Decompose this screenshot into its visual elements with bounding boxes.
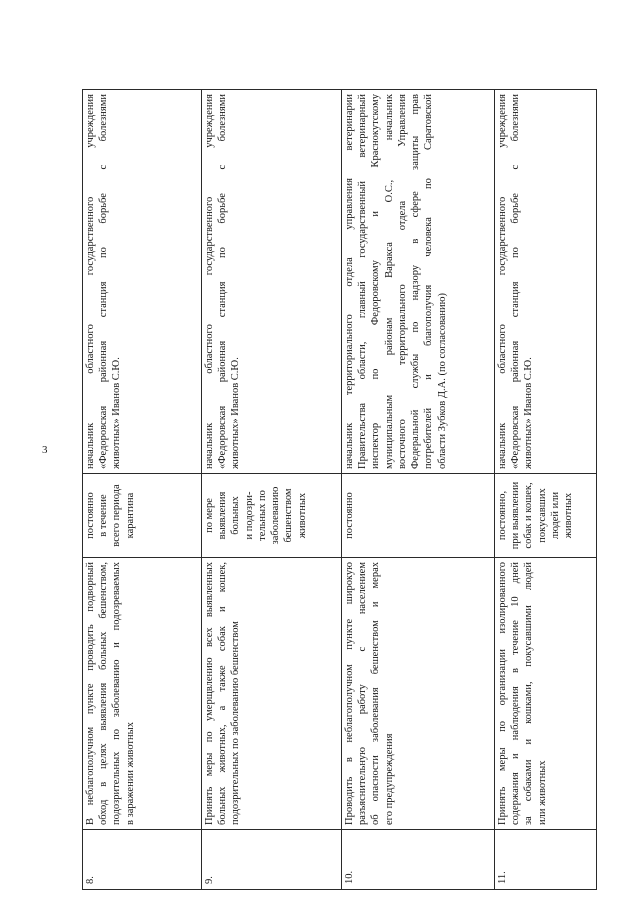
action-line: Проводить в неблагополучном пункте широкую (344, 562, 355, 825)
action-line: разъяснительную работу с населением (357, 562, 369, 825)
action-line: Принять меры по организации изолированного (497, 562, 508, 825)
term-line: людей или (549, 491, 561, 540)
action-line: подозрительных по заболеванию и подозреваемых (111, 562, 123, 825)
action-line: обход в целях выявления больных бешенством, (98, 562, 110, 825)
action-cell (495, 558, 597, 830)
term-line: выявления (217, 491, 229, 540)
term-line: в течение (98, 494, 110, 537)
table-row (202, 90, 342, 890)
responsible-line: «Федоровская районная станция по борьбе с болезнями (217, 94, 229, 469)
term-line: по мере (204, 498, 215, 533)
term-line: животных (296, 492, 308, 539)
responsible-line: животных» Иванов С.Ю. (523, 357, 535, 469)
rotated-page (82, 90, 592, 890)
action-cell (202, 558, 342, 830)
responsible-cell (202, 90, 342, 474)
action-line: подозрительных по заболеванию бешенством (230, 621, 242, 825)
responsible-line: потребителей и благополучия человека по Саратовской (423, 94, 435, 469)
responsible-line: инспектор по Федоровскому и Краснокутскому (370, 94, 382, 469)
term-line: собак и кошек, (523, 482, 535, 549)
action-line: об опасности заболевания бешенством и мерах (370, 562, 382, 825)
responsible-line: муниципальным районам Варакса О.С., начальник (383, 94, 395, 469)
responsible-cell (495, 90, 597, 474)
action-line: его предупреждения (383, 733, 395, 825)
action-line: за собаками и кошками, покусавшими людей (523, 562, 535, 825)
term-line: постоянно (344, 492, 355, 539)
term-cell (202, 474, 342, 558)
responsible-cell (83, 90, 202, 474)
term-cell (495, 474, 597, 558)
term-line: покусавших (536, 488, 548, 543)
responsible-line: «Федоровская районная станция по борьбе с болезнями (510, 94, 522, 469)
row-number: 8. (83, 830, 202, 890)
action-line: или животных (536, 760, 548, 825)
responsible-cell (342, 90, 495, 474)
action-cell (342, 558, 495, 830)
term-cell (342, 474, 495, 558)
row-number: 10. (342, 830, 495, 890)
row-number: 11. (495, 830, 597, 890)
term-line: животных (563, 492, 575, 539)
action-line: в заражении животных (124, 722, 136, 825)
responsible-line: животных» Иванов С.Ю. (230, 357, 242, 469)
responsible-line: животных» Иванов С.Ю. (111, 357, 123, 469)
row-number: 9. (202, 830, 342, 890)
responsible-line: начальник областного государственного учреждения (204, 94, 215, 469)
table-row (495, 90, 597, 890)
action-line: Принять меры по умерщвлению всех выявленных (204, 562, 215, 825)
term-line: постоянно (85, 492, 96, 539)
term-line: и подозри- (243, 491, 255, 540)
term-line: тельных по (256, 490, 268, 541)
action-line: больных животных, а также собак и кошек, (217, 562, 229, 825)
responsible-line: начальник областного государственного учреждения (85, 94, 96, 469)
term-line: при выявлении (510, 481, 522, 550)
term-line: бешенством (283, 488, 295, 543)
page-number: 3 (42, 444, 48, 456)
term-line: всего периода (111, 484, 123, 547)
responsible-line: области Зубков Д.А. (по согласованию) (436, 292, 448, 469)
term-cell (83, 474, 202, 558)
responsible-line: «Федоровская районная станция по борьбе с болезнями (98, 94, 110, 469)
action-cell (83, 558, 202, 830)
responsible-line: начальник областного государственного учреждения (497, 94, 508, 469)
responsible-line: начальник территориального отдела управления ветеринарии (344, 94, 355, 469)
action-line: В неблагополучном пункте проводить подворный (85, 562, 96, 825)
term-line: постоянно, (497, 490, 508, 541)
plan-table (82, 89, 597, 890)
responsible-line: Правительства области, главный государственный ветеринарный (357, 94, 369, 469)
term-line: больных (230, 496, 242, 535)
term-line: карантина (124, 492, 136, 539)
table-row (342, 90, 495, 890)
term-line: заболеванию (270, 486, 282, 545)
responsible-line: Федеральной службы по надзору в сфере защиты прав (410, 94, 422, 469)
table-row (83, 90, 202, 890)
action-line: содержания и наблюдения в течение 10 дней (510, 562, 522, 825)
responsible-line: восточного территориального отдела Управления (396, 94, 408, 469)
